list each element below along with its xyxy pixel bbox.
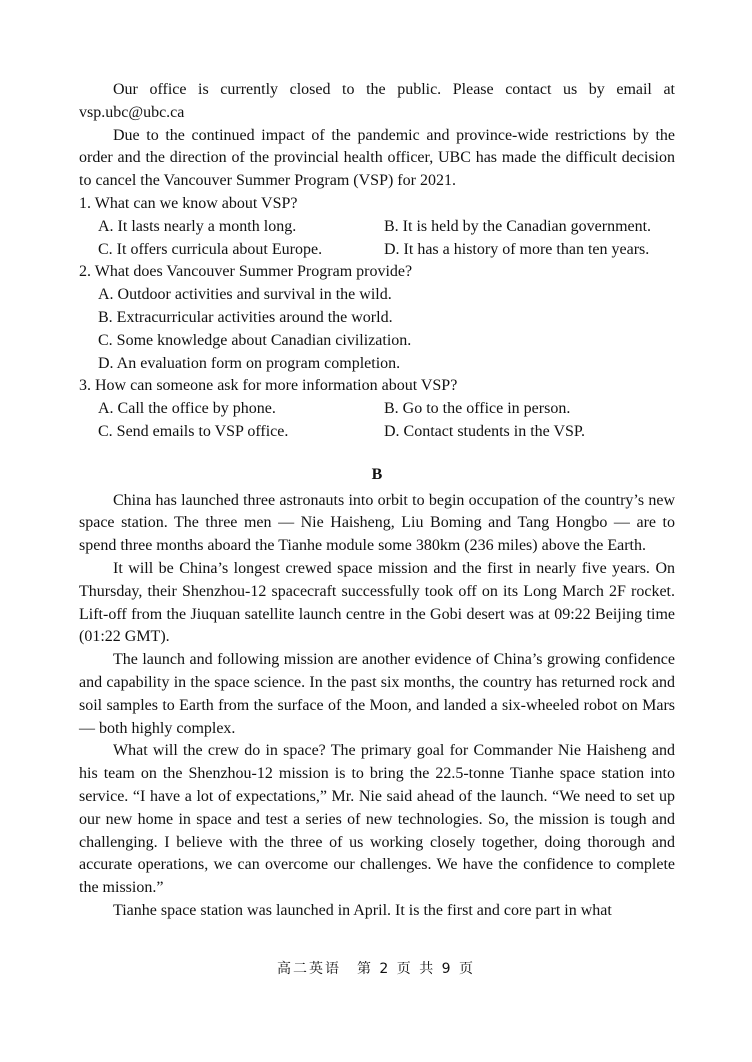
- option-b: B. It is held by the Canadian government.: [384, 217, 652, 235]
- question-stem: 3. How can someone ask for more information about VSP?: [79, 377, 458, 395]
- option-a: A. It lasts nearly a month long.: [98, 217, 297, 235]
- option-d: D. Contact students in the VSP.: [384, 422, 586, 440]
- option-d: D. It has a history of more than ten years.: [384, 240, 650, 258]
- option-a: A. Outdoor activities and survival in the wild.: [98, 286, 392, 304]
- option-b: B. Extracurricular activities around the world.: [98, 308, 393, 326]
- option-c: C. Some knowledge about Canadian civilization.: [98, 331, 412, 349]
- question-3: [79, 375, 675, 443]
- passage-paragraph: The launch and following mission are another evidence of China’s growing confidence and capability in the space science. In the past six months, the country has returned rock and soil samples to Earth from the surface of the Moon, and landed a six-wheeled robot on Mars — both highly complex.: [79, 651, 675, 737]
- page-footer: 高二英语 第 2 页 共 9 页: [276, 961, 476, 977]
- passage-paragraph: What will the crew do in space? The primary goal for Commander Nie Haisheng and his team on the Shenzhou-12 mission is to bring the 22.5-tonne Tianhe space station into service. “I have a lot of expectations,” Mr. Nie said ahead of the launch. “We need to set up our new home in space and test a series of new technologies. So, the mission is tough and challenging. I believe with the three of us working closely together, doing thorough and accurate operations, we can overcome our challenges. We have the confidence to complete the mission.”: [79, 742, 675, 897]
- passage-paragraph: It will be China’s longest crewed space mission and the first in nearly five years. On Thursday, their Shenzhou-12 spacecraft successfully took off on its Long March 2F rocket. Lift-off from the Jiuquan satellite launch centre in the Gobi desert was at 09:22 Beijing time (01:22 GMT).: [79, 559, 675, 646]
- option-b: B. Go to the office in person.: [384, 400, 571, 418]
- intro-paragraph-1: Our office is currently closed to the public. Please contact us by email at vsp.ubc@ubc.ca: [79, 81, 675, 121]
- option-a: A. Call the office by phone.: [98, 400, 276, 418]
- option-c: C. It offers curricula about Europe.: [98, 240, 323, 258]
- passage-paragraph: China has launched three astronauts into orbit to begin occupation of the country’s new space station. The three men — Nie Haisheng, Liu Boming and Tang Hongbo — are to spend three months aboard the Tianhe module some 380km (236 miles) above the Earth.: [79, 491, 675, 555]
- option-c: C. Send emails to VSP office.: [98, 422, 289, 440]
- question-stem: 2. What does Vancouver Summer Program provide?: [79, 263, 413, 281]
- question-1: [79, 193, 675, 261]
- passage-paragraph: Tianhe space station was launched in April. It is the first and core part in what: [113, 901, 612, 919]
- question-stem: 1. What can we know about VSP?: [79, 194, 298, 212]
- intro-paragraph-2: Due to the continued impact of the pandemic and province-wide restrictions by the order and the direction of the provincial health officer, UBC has made the difficult decision to cancel the Vancouver Summer Program (VSP) for 2021.: [79, 126, 675, 190]
- section-heading: B: [371, 465, 383, 483]
- page-body: [79, 79, 675, 923]
- question-2: [79, 261, 675, 375]
- option-d: D. An evaluation form on program completion.: [98, 354, 401, 372]
